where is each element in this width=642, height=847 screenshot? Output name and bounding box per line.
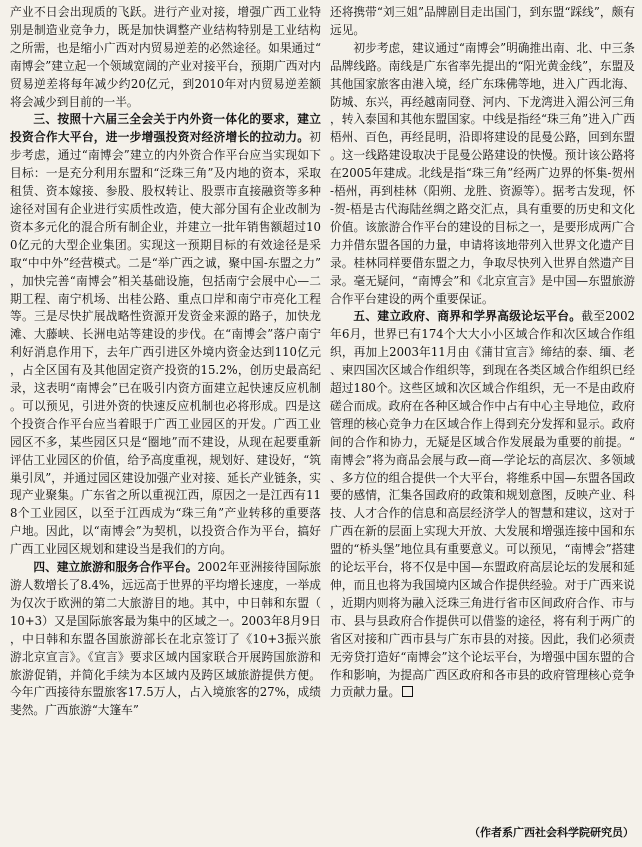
section-three-heading: 三、按照十六届三全会关于内外资一体化的要求，建立投资合作大平台，进一步增强投资对经济增长的拉动力。 <box>10 112 321 145</box>
left-column <box>10 4 321 720</box>
section-three-body: 初步考虑，通过“南博会”建立的内外资合作平台应当实现如下目标：一是充分利用东盟和“泛珠三角”及内地的资本，采取租赁、资本嫁接、参股、股权转让、股票市直接融资等多种途径对国有企业进行实质性改造，使大部分国有企业改制为资本多元化的混合所有制企业，并建立一批年销售额超过100亿元的大型企业集团。实现这一预期目标的有效途径是采取“中中外”经营模式。二是“举广西之诚，聚中国-东盟之力”，加快完善“南博会”相关基础设施，包括南宁会展中心—二期工程、南宁机场、出桂公路、重点口岸和南宁市亮化工程等。三是尽快扩展战略性资源开发资金来源的路子，加快龙滩、大藤峡、长洲电站等建设的步伐。在“南博会”落户南宁利好消息作用下，去年广西引进区外境内资金达到110亿元，占全区国有及其他固定资产投资的15.2%，创历史最高纪录，这表明“南博会”已在吸引内资方面建立起快速反应机制。可以预见，引进外资的快速反应机制也必将形成。四是这个投资合作平台应当着眼于广西工业园区的开发。广西工业园区不多，某些园区只是“圈地”而不建设，从现在起要重新评估工业园区的价值，给予高度重视，规划好、建设好，“筑巢引凤”，并通过园区建设加强产业对接、延长产业链条，实现产业聚集。广东省之所以重视江西，原因之一是江西有118个工业园区，以至于江西成为“珠三角”产业转移的重要落户地。因此，以“南博会”为契机，以投资合作为平台，搞好广西工业园区规划和建设当是我们的方向。 <box>10 130 321 557</box>
section-four <box>10 559 321 720</box>
section-five-heading: 五、建立政府、商界和学界高级论坛平台。 <box>353 309 582 324</box>
paragraph-continued: 产业不日会出现质的飞跃。进行产业对接，增强广西工业特别是制造业竞争力，既是加快调整产业结构特别是工业结构之所需，也是缩小广西对内贸易逆差的必然途径。如果通过“南博会”建立起一个领域宽阔的产业对接平台，预期广西对内贸易逆差将每年减少约20亿元，到2010年对内贸易逆差额将会减少到目前的一半。 <box>10 5 321 109</box>
tourism-routes-paragraph: 初步考虑，建议通过“南博会”明确推出南、北、中三条品牌线路。南线是广东省率先提出的“阳光黄金线”，东盟及其他国家旅客由港入境，经广东珠佛等地，进入广西北海、防城、东兴，再经越南同登、河内、下龙湾进入湄公河三角，转入泰国和其他东盟国家。中线是指经“珠三角”进入广西梧州、百色，再经昆明，沿即将建设的昆曼公路，回到东盟。这一线路建设取决于昆曼公路建设的快慢。预计该公路将在2005年建成。北线是指“珠三角”经两广边界的怀集-贺州-梧州，再到桂林（阳朔、龙胜、资源等）。据考古发现，怀-贺-梧是古代海陆丝绸之路交汇点，具有重要的历史和文化价值。该旅游合作平台的建设的目标之一，是要形成两广合力并借东盟各国的力量，申请将该地带列入世界文化遗产目录。桂林同样要借东盟之力，争取尽快列入世界自然遗产目录。毫无疑问，“南博会”和《北京宣言》是中国—东盟旅游合作平台建设的两个重要保证。 <box>330 40 635 306</box>
section-four-body: 2002年亚洲接待国际旅游人数增长了8.4%，远远高于世界的平均增长速度，一举成为仅次于欧洲的第二大旅游目的地。其中，中日韩和东盟（10+3）又是国际旅客最为集中的区域之一。2003年8月9日，中日韩和东盟各国旅游部长在北京签订了《10+3振兴旅游北京宣言》。《宣言》要求区域内国家联合开展跨国旅游和旅游促销，并简化手续为本区域内及跨区域旅游提供方便。今年广西接待东盟旅客17.5万人，占入境旅客的27%，成绩斐然。广西旅游“大篷车” <box>10 560 321 718</box>
section-five-body: 截至2002年6月，世界已有174个大大小小区域合作和次区域合作组织，再加上2003年11月由《蒲甘宣言》缔结的泰、缅、老、柬四国次区域合作组织等，到现在各类区域合作组织已经超过180个。这些区域和次区域合作组织，无一不是由政府磋合而成。政府在各种区域合作中占有中心主导地位，政府管理的核心竞争力在区域合作上得到充分发挥和显示。政府间的合作和协力，无疑是区域合作发展最为重要的前提。“南博会”将为商品会展与政—商—学论坛的高层次、多领域、多方位的组合提供一个大平台，将维系中国—东盟各国政要的感情，汇集各国政府的政策和规划意图，反映产业、科技、人才合作的信息和高层经济学人的智慧和建议，这对于广西在新的层面上实现大开放、大发展和增强连接中国和东盟的“桥头堡”地位具有重要意义。可以预见，“南博会”搭建的论坛平台，将不仅是中国—东盟政府高层论坛的发展和延伸，而且也将为我国境内区域合作提供经验。对于广西来说，近期内则将为融入泛珠三角进行省市区间政府合作、市与市、县与县政府合作提供可以借鉴的途径，将有利于两广的省区对接和广西市县与广东市县的对接。因此，我们必须责无旁贷打造好“南博会”这个论坛平台，为增强中国东盟的合作和影响，为提高广西区政府和各市县的政府管理核心竞争力贡献力量。 <box>330 309 635 700</box>
author-signature: （作者系广西社会科学院研究员） <box>469 826 634 839</box>
section-three <box>10 111 321 559</box>
section-four-heading: 四、建立旅游和服务合作平台。 <box>33 560 198 575</box>
end-mark-icon <box>402 686 413 697</box>
paragraph-continued-right: 还将携带“刘三姐”品牌剧目走出国门，到东盟“踩线”，颇有远见。 <box>330 5 635 37</box>
section-five <box>330 308 635 702</box>
right-column <box>330 4 635 702</box>
